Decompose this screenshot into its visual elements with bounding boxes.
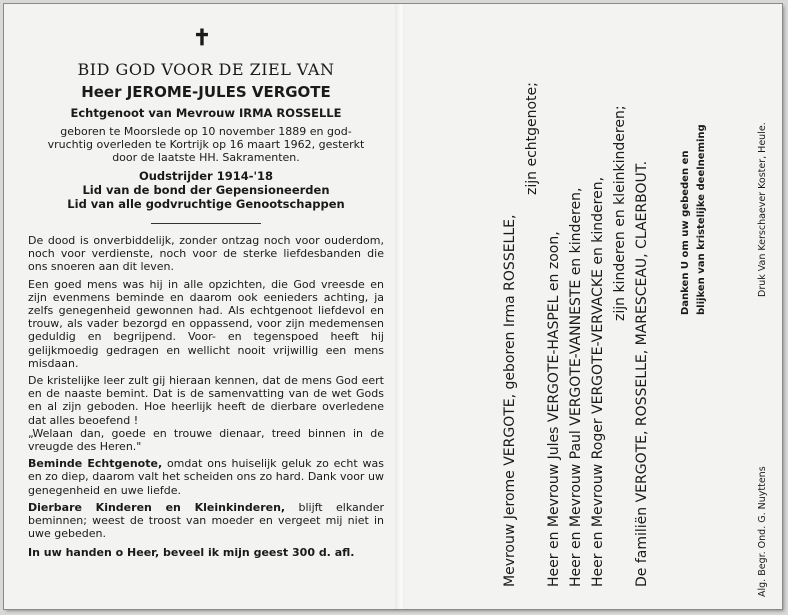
spouse-text: omdat ons huiselijk geluk zo echt was en zo diep, daarom valt het scheiden ons zo hard. Dank voor uw genegenheid en uwe liefde. <box>28 457 384 497</box>
final-prayer: In uw handen o Heer, beveel ik mijn geest 300 d. afl. <box>28 546 355 560</box>
printer-credit: Druk Van Kerschaever Koster, Heule. <box>756 122 768 297</box>
divider <box>151 223 261 224</box>
spouse-paragraph <box>28 457 384 497</box>
bio-line: vruchtig overleden te Kortrijk op 16 maart 1962, gesterkt <box>47 138 365 151</box>
cross-icon: ✝ <box>192 25 212 51</box>
family-line: Heer en Mevrouw Jules VERGOTE-HASPEL en zoon, <box>545 231 562 587</box>
spouse-address: Beminde Echtgenote, <box>28 457 163 471</box>
spouse-line: Echtgenoot van Mevrouw IRMA ROSSELLE <box>70 106 342 120</box>
prayer-heading: BID GOD VOOR DE ZIEL VAN <box>77 60 335 79</box>
membership-line: Oudstrijder 1914-'18 <box>138 169 274 183</box>
thanks-line: Danken U om uw gebeden en <box>679 150 691 315</box>
membership-list <box>28 169 384 211</box>
paragraph: De kristelijke leer zult gij hieraan kennen, dat de mens God eert en de naaste bemint. Dat is de samenvatting van de wet Gods en al zijn geboden. Hoe heerlijk heeft de dierbare overledene dat alles beoefend ! <box>28 374 384 427</box>
funeral-director: Alg. Begr. Ond. G. Nuyttens <box>756 466 768 597</box>
bio-line: door de laatste HH. Sakramenten. <box>112 151 300 164</box>
membership-line: Lid van de bond der Gepensioneerden <box>82 183 330 197</box>
deceased-name: Heer JEROME-JULES VERGOTE <box>81 83 331 101</box>
paragraph: Een goed mens was hij in alle opzichten, die God vreesde en zijn evenmens beminde en daarom ook eenieders achting, ja zelfs genegenheid gewonnen had. Als echtgenoot liefdevol en trouw, als vader bezorgd en oppassend, voor zijn medemensen geduldig en begrijpend. Voor- en tegenspoed heeft hij gelijkmoedig gedragen en wellicht nooit vrijwillig een mens misdaan. <box>28 277 384 370</box>
family-line: Mevrouw Jerome VERGOTE, geboren Irma ROSSELLE, <box>501 214 518 587</box>
bio-text <box>28 125 384 164</box>
card-fold <box>395 4 405 609</box>
family-line: Heer en Mevrouw Roger VERGOTE-VERVACKE en kinderen, <box>589 176 606 587</box>
membership-line: Lid van alle godvruchtige Genootschappen <box>67 197 345 211</box>
family-line: zijn echtgenote; <box>523 82 540 195</box>
children-address: Dierbare Kinderen en Kleinkinderen, <box>28 500 286 514</box>
family-line: zijn kinderen en kleinkinderen; <box>611 105 628 321</box>
quote: „Welaan dan, goede en trouwe dienaar, treed binnen in de vreugde des Heren." <box>28 426 384 454</box>
family-line: Heer en Mevrouw Paul VERGOTE-VANNESTE en kinderen, <box>567 187 584 587</box>
memorial-card <box>4 4 782 609</box>
thanks-line: blijken van kristelijke deelneming <box>695 124 707 315</box>
children-paragraph <box>28 501 384 541</box>
left-panel <box>28 25 384 560</box>
family-line: De familiën VERGOTE, ROSSELLE, MARESCEAU, CLAERBOUT. <box>633 160 650 587</box>
paragraph: De dood is onverbiddelijk, zonder ontzag noch voor ouderdom, noch voor verdienste, noch voor de sterke liefdesbanden die ons snoeren aan dit leven. <box>28 234 384 274</box>
children-text: blijft elkander beminnen; weest de troost van moeder en vergeet mij niet in uwe gebeden. <box>28 500 384 541</box>
bio-line: geboren te Moorslede op 10 november 1889 en god- <box>60 125 352 138</box>
